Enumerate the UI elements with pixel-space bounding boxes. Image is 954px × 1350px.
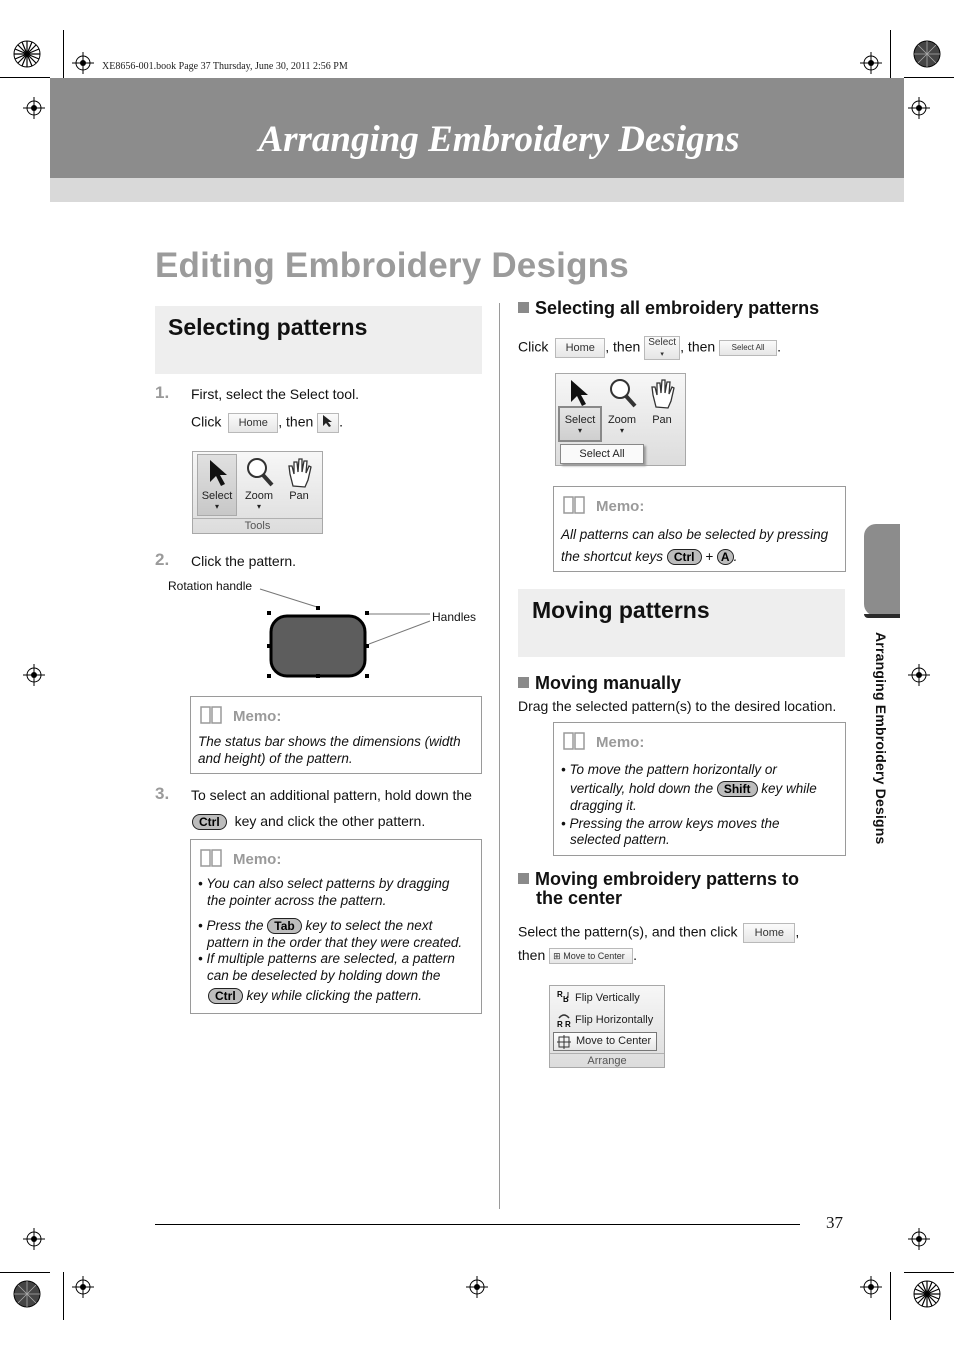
select-button-label: Select (648, 337, 677, 348)
zoom-icon (608, 377, 638, 409)
step-text-cont: key and click the other pattern. (234, 813, 426, 829)
subsection-title-center (518, 870, 799, 908)
svg-text:R: R (563, 994, 569, 1003)
dropdown-arrow-icon: ▾ (214, 502, 219, 511)
flip-horizontal-icon (556, 1012, 572, 1028)
registration-mark-icon (908, 97, 930, 119)
flip-vertical-icon (556, 990, 572, 1006)
memo-line: pattern in the order that they were created. (207, 934, 463, 950)
chapter-side-tab (864, 524, 900, 616)
period: . (633, 947, 638, 963)
ctrl-key: Ctrl (667, 549, 702, 565)
chapter-banner-strip (50, 178, 904, 202)
pointer-icon (568, 378, 590, 408)
dropdown-arrow-icon: ▾ (256, 502, 261, 511)
select-all-menu-item[interactable] (560, 444, 644, 464)
handles-label: Handles (432, 610, 477, 624)
step-number: 1. (155, 383, 170, 402)
pan-label: Pan (289, 490, 309, 502)
registration-mark-icon (72, 1276, 94, 1298)
memo-line (198, 988, 462, 1005)
crop-mark (904, 1272, 954, 1273)
select-label: Select (564, 414, 596, 426)
tools-toolbar (192, 451, 323, 534)
callout-line (260, 589, 317, 607)
crop-mark (890, 1272, 891, 1320)
step-text: First, select the Select tool. (191, 386, 360, 402)
memo-line: the pointer across the pattern. (207, 892, 387, 908)
registration-mark-icon (908, 664, 930, 686)
toolbar-group-label: Tools (244, 520, 271, 532)
step-instruction (191, 413, 343, 433)
toolbar-divider (550, 1053, 664, 1054)
select-all-label: Select All (579, 448, 625, 460)
dropdown-arrow-icon: ▾ (660, 351, 664, 358)
memo-label: Memo: (233, 851, 282, 868)
flip-vertical-label[interactable]: Flip Vertically (575, 992, 640, 1004)
crop-mark (904, 77, 954, 78)
memo-line (198, 918, 462, 935)
memo-text-part: the shortcut keys (561, 549, 664, 564)
crop-mark (0, 77, 50, 78)
pan-hand-icon (285, 456, 315, 490)
toolbar-group-label: Arrange (587, 1055, 627, 1067)
memo-line: • To move the pattern horizontally or (561, 762, 777, 777)
memo-box (190, 839, 482, 1014)
memo-line: dragging it. (570, 798, 637, 813)
section-title-selecting: Selecting patterns (168, 314, 368, 340)
crop-mark (63, 30, 64, 78)
subsection-title-text: the center (536, 888, 623, 908)
memo-label: Memo: (596, 734, 645, 751)
then-label: , then (605, 338, 641, 355)
move-to-center-button[interactable] (553, 1032, 657, 1051)
selected-pattern-shape[interactable] (271, 616, 365, 676)
a-key: A (717, 549, 734, 565)
memo-line: and height) of the pattern. (198, 750, 353, 766)
memo-box (553, 486, 846, 572)
svg-text:R: R (557, 1020, 563, 1028)
memo-text (561, 524, 828, 568)
move-to-center-button[interactable] (549, 948, 633, 964)
memo-heading (199, 848, 281, 868)
svg-text:R: R (565, 1020, 571, 1028)
pointer-icon (322, 414, 334, 428)
square-bullet-icon (518, 677, 529, 688)
instruction-text: Select the pattern(s), and then click (518, 923, 738, 940)
home-tab-button[interactable]: Home (555, 338, 605, 358)
move-to-center-label: Move to Center (576, 1035, 652, 1047)
subsection-title-line (518, 870, 799, 889)
memo-line: • You can also select patterns by dragging (198, 876, 450, 891)
click-label: Click (191, 413, 222, 430)
color-target-icon (913, 40, 941, 68)
memo-line: • Pressing the arrow keys moves the (561, 816, 780, 831)
memo-line (561, 546, 828, 568)
period: . (733, 549, 738, 564)
step-text: To select an additional pattern, hold down the (191, 787, 472, 803)
memo-label: Memo: (596, 498, 645, 515)
step-number: 2. (155, 550, 170, 569)
registration-mark-icon (23, 664, 45, 686)
flip-horizontal-label[interactable]: Flip Horizontally (575, 1014, 654, 1026)
subsection-title-text: Moving manually (535, 673, 682, 693)
crop-mark (890, 30, 891, 78)
book-icon (562, 731, 586, 751)
arrange-toolbar (549, 985, 665, 1068)
book-icon (199, 705, 223, 725)
move-to-center-icon: ⊞ (553, 951, 561, 962)
memo-text (561, 760, 817, 848)
zoom-icon (245, 456, 275, 488)
square-bullet-icon (518, 873, 529, 884)
plus-sign: + (705, 549, 714, 564)
manual-text: Drag the selected pattern(s) to the desired location. (518, 698, 837, 714)
memo-text-part: key while (761, 781, 817, 796)
home-tab-button[interactable]: Home (743, 923, 795, 943)
subsection-title-text: Selecting all embroidery patterns (535, 298, 820, 318)
step-number: 3. (155, 784, 170, 803)
memo-line: The status bar shows the dimensions (width (198, 734, 461, 749)
pointer-icon (207, 458, 229, 488)
page-number: 37 (826, 1213, 843, 1232)
column-divider (499, 303, 500, 1209)
color-target-icon (13, 40, 41, 68)
then-label: , then (680, 338, 716, 355)
toolbar-divider (193, 518, 322, 519)
step-text (192, 813, 425, 830)
pan-hand-icon (648, 377, 678, 411)
crop-mark (0, 1272, 50, 1273)
memo-text (198, 876, 462, 1005)
registration-mark-icon (860, 1276, 882, 1298)
color-target-icon (13, 1280, 41, 1308)
book-icon (199, 848, 223, 868)
side-tab-label: Arranging Embroidery Designs (873, 632, 889, 845)
memo-label: Memo: (233, 708, 282, 725)
registration-mark-icon (466, 1276, 488, 1298)
memo-heading (199, 705, 281, 725)
select-dropdown-toolbar (555, 373, 686, 466)
memo-line: All patterns can also be selected by pressing (561, 527, 829, 542)
move-to-center-icon (557, 1035, 571, 1049)
registration-mark-icon (72, 52, 94, 74)
color-target-icon (913, 1280, 941, 1308)
page-title: Editing Embroidery Designs (155, 246, 629, 285)
svg-text:R: R (557, 990, 563, 999)
memo-box (553, 722, 846, 856)
tab-key: Tab (267, 918, 301, 934)
memo-text-part: vertically, hold down the (570, 781, 714, 796)
zoom-label: Zoom (607, 414, 637, 426)
pattern-illustration (255, 585, 435, 685)
dropdown-arrow-icon: ▾ (577, 426, 582, 435)
book-info-line: XE8656-001.book Page 37 Thursday, June 30, 2011 2:56 PM (102, 61, 348, 72)
footer-rule (155, 1224, 800, 1225)
section-title-moving: Moving patterns (532, 597, 710, 623)
memo-line: • If multiple patterns are selected, a pattern (198, 951, 455, 966)
registration-mark-icon (860, 52, 882, 74)
pan-label: Pan (652, 414, 672, 426)
click-label: Click (518, 338, 549, 355)
memo-text-part: key to select the next (305, 918, 433, 933)
step-text: Click the pattern. (191, 553, 297, 569)
memo-heading (562, 731, 644, 751)
memo-text-part: key while clicking the pattern. (246, 988, 423, 1003)
comma: , (795, 923, 800, 940)
ctrl-key: Ctrl (208, 988, 243, 1004)
memo-heading (562, 495, 644, 515)
memo-box (190, 696, 482, 774)
registration-mark-icon (23, 1228, 45, 1250)
select-tool-button[interactable] (317, 413, 339, 433)
subsection-title-text: Moving embroidery patterns to (535, 869, 800, 889)
center-instruction-cont (518, 947, 637, 964)
move-to-center-label: Move to Center (563, 951, 625, 962)
rotation-handle-label: Rotation handle (168, 579, 253, 593)
center-instruction (518, 923, 799, 943)
registration-mark-icon (23, 97, 45, 119)
dropdown-arrow-icon: ▾ (619, 426, 624, 435)
subsection-title-select-all (518, 298, 819, 319)
chapter-side-tab-edge (864, 614, 900, 618)
memo-text-part: • Press the (198, 918, 264, 933)
chapter-title: Arranging Embroidery Designs (258, 119, 740, 160)
select-label: Select (201, 490, 233, 502)
select-button[interactable] (644, 336, 680, 360)
select-all-button[interactable]: Select All (719, 340, 777, 356)
crop-mark (63, 1272, 64, 1320)
memo-text (198, 734, 461, 767)
square-bullet-icon (518, 302, 529, 313)
home-tab-button[interactable]: Home (228, 413, 278, 433)
memo-line: can be deselected by holding down the (207, 967, 441, 983)
memo-line (561, 779, 817, 798)
then-label: then (518, 947, 546, 963)
ctrl-key: Ctrl (192, 814, 227, 830)
zoom-label: Zoom (244, 490, 274, 502)
callout-line (369, 621, 430, 644)
memo-line: selected pattern. (570, 832, 670, 847)
subsection-title-manual (518, 673, 681, 694)
period: . (777, 338, 781, 355)
then-label: , then (278, 413, 314, 430)
shift-key: Shift (717, 781, 758, 797)
period: . (339, 413, 344, 430)
registration-mark-icon (908, 1228, 930, 1250)
select-all-instruction (518, 336, 781, 360)
book-icon (562, 495, 586, 515)
